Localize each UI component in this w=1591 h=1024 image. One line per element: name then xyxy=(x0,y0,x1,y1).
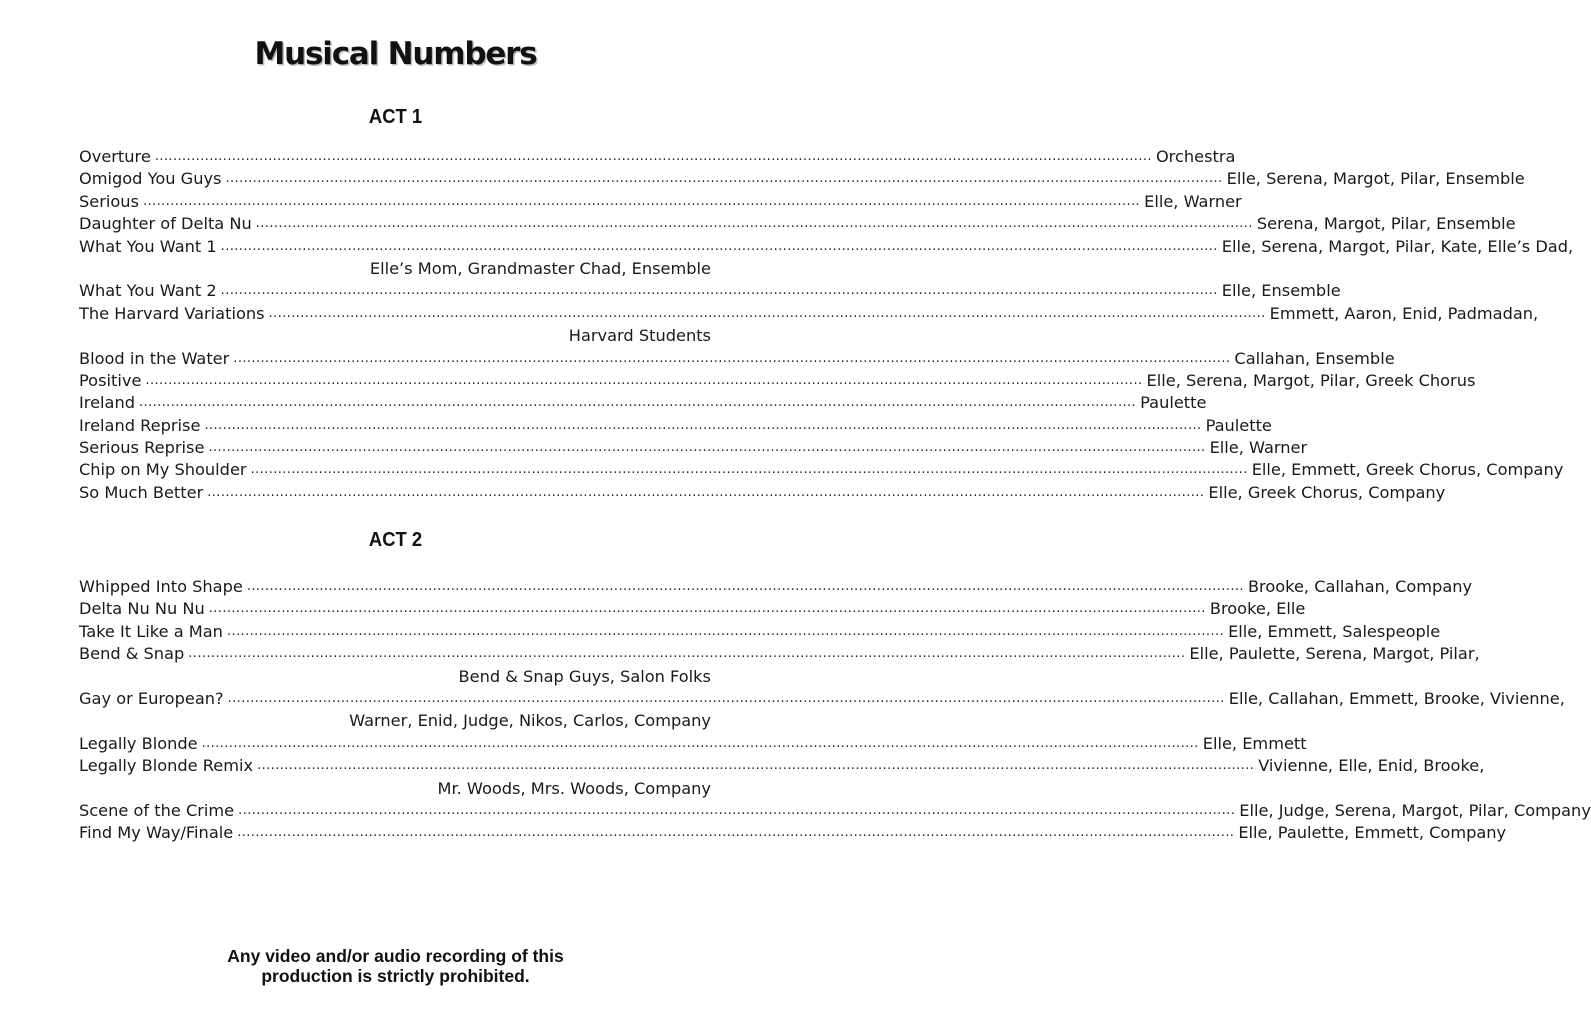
song-title: Bend & Snap xyxy=(79,644,185,664)
dot-leader: ............................................................................................................................................................................................................................ xyxy=(246,578,1244,594)
song-entry xyxy=(79,303,1539,325)
song-cast-continued: Elle’s Mom, Grandmaster Chad, Ensemble xyxy=(369,258,711,278)
song-title: Serious Reprise xyxy=(79,438,205,458)
song-cast: Serena, Margot, Pilar, Ensemble xyxy=(1256,214,1516,234)
song-title: Ireland Reprise xyxy=(79,415,201,435)
dot-leader: ............................................................................................................................................................................................................................ xyxy=(237,825,1235,841)
dot-leader: ............................................................................................................................................................................................................................ xyxy=(225,171,1223,187)
song-entry xyxy=(79,800,1591,822)
song-cast: Elle, Paulette, Serena, Margot, Pilar, xyxy=(1189,644,1480,664)
song-title: Delta Nu Nu Nu xyxy=(79,599,205,619)
song-cast: Elle, Emmett, Salespeople xyxy=(1228,621,1441,641)
song-title: Find My Way/Finale xyxy=(79,823,234,843)
recording-notice-line-2: production is strictly prohibited. xyxy=(261,966,530,986)
dot-leader: ............................................................................................................................................................................................................................ xyxy=(257,758,1255,774)
song-title: Omigod You Guys xyxy=(79,169,222,189)
song-title: Scene of the Crime xyxy=(79,800,235,820)
dot-leader: ............................................................................................................................................................................................................................ xyxy=(255,216,1253,232)
song-title: Ireland xyxy=(79,393,135,413)
song-title: Overture xyxy=(79,146,151,166)
song-entry xyxy=(79,643,1480,665)
dot-leader: ............................................................................................................................................................................................................................ xyxy=(207,484,1205,500)
song-entry xyxy=(79,348,1395,370)
song-cast: Orchestra xyxy=(1155,146,1236,166)
song-cast: Elle, Ensemble xyxy=(1221,281,1341,301)
song-cast: Elle, Emmett xyxy=(1202,733,1307,753)
act-1-heading: ACT 1 xyxy=(368,106,423,128)
song-entry xyxy=(79,168,1525,190)
song-cast-continued: Mr. Woods, Mrs. Woods, Company xyxy=(437,778,711,798)
song-cast-continued: Warner, Enid, Judge, Nikos, Carlos, Company xyxy=(349,711,711,731)
dot-leader: ............................................................................................................................................................................................................................ xyxy=(188,646,1186,662)
song-title: What You Want 1 xyxy=(79,236,217,256)
dot-leader: ............................................................................................................................................................................................................................ xyxy=(220,238,1218,254)
song-cast: Elle, Serena, Margot, Pilar, Kate, Elle’s Dad, xyxy=(1221,236,1574,256)
dot-leader: ............................................................................................................................................................................................................................ xyxy=(154,148,1152,164)
song-entry xyxy=(79,213,1516,235)
dot-leader: ............................................................................................................................................................................................................................ xyxy=(208,440,1206,456)
song-entry xyxy=(79,621,1441,643)
song-cast: Elle, Warner xyxy=(1144,191,1242,211)
song-entry xyxy=(79,482,1446,504)
song-title: The Harvard Variations xyxy=(79,303,265,323)
song-entry xyxy=(79,755,1485,777)
song-title: What You Want 2 xyxy=(79,281,217,301)
song-title: Legally Blonde Remix xyxy=(79,756,254,776)
dot-leader: ............................................................................................................................................................................................................................ xyxy=(204,417,1202,433)
dot-leader: ............................................................................................................................................................................................................................ xyxy=(138,395,1137,411)
dot-leader: ............................................................................................................................................................................................................................ xyxy=(145,372,1143,388)
act-2-song-list xyxy=(79,576,1591,845)
dot-leader: ............................................................................................................................................................................................................................ xyxy=(227,690,1225,706)
dot-leader: ............................................................................................................................................................................................................................ xyxy=(226,623,1225,639)
recording-notice-line-1: Any video and/or audio recording of this xyxy=(227,946,564,966)
song-entry xyxy=(79,598,1306,620)
song-cast: Elle, Callahan, Emmett, Brooke, Vivienne, xyxy=(1228,688,1565,708)
dot-leader: ............................................................................................................................................................................................................................ xyxy=(220,283,1218,299)
song-cast-continued: Harvard Students xyxy=(568,326,711,346)
song-entry xyxy=(79,392,1207,414)
song-cast: Elle, Paulette, Emmett, Company xyxy=(1238,823,1507,843)
song-cast: Brooke, Callahan, Company xyxy=(1247,576,1473,596)
song-cast: Elle, Serena, Margot, Pilar, Ensemble xyxy=(1226,169,1525,189)
dot-leader: ............................................................................................................................................................................................................................ xyxy=(208,601,1206,617)
song-entry xyxy=(79,191,1242,213)
dot-leader: ............................................................................................................................................................................................................................ xyxy=(233,350,1231,366)
song-cast: Elle, Serena, Margot, Pilar, Greek Chorus xyxy=(1146,370,1476,390)
song-cast: Paulette xyxy=(1205,415,1272,435)
song-title: Daughter of Delta Nu xyxy=(79,214,252,234)
song-title: Serious xyxy=(79,191,139,211)
song-cast: Callahan, Ensemble xyxy=(1234,348,1395,368)
dot-leader: ............................................................................................................................................................................................................................ xyxy=(250,462,1248,478)
song-title: Legally Blonde xyxy=(79,733,198,753)
song-cast: Emmett, Aaron, Enid, Padmadan, xyxy=(1269,303,1539,323)
song-entry xyxy=(79,415,1272,437)
song-cast: Paulette xyxy=(1140,393,1207,413)
song-title: Blood in the Water xyxy=(79,348,230,368)
song-cast: Elle, Warner xyxy=(1209,438,1308,458)
song-entry xyxy=(79,822,1507,844)
song-title: Chip on My Shoulder xyxy=(79,460,247,480)
page-title: Musical Numbers xyxy=(254,36,537,72)
song-title: Whipped Into Shape xyxy=(79,576,243,596)
song-cast: Brooke, Elle xyxy=(1209,599,1306,619)
dot-leader: ............................................................................................................................................................................................................................ xyxy=(142,193,1141,209)
song-cast: Vivienne, Elle, Enid, Brooke, xyxy=(1258,756,1485,776)
song-entry xyxy=(79,688,1565,710)
song-entry xyxy=(79,437,1308,459)
act-2-heading: ACT 2 xyxy=(368,529,423,551)
song-title: Gay or European? xyxy=(79,688,224,708)
song-cast-continued: Bend & Snap Guys, Salon Folks xyxy=(458,666,711,686)
song-entry xyxy=(79,459,1564,481)
song-cast: Elle, Emmett, Greek Chorus, Company xyxy=(1251,460,1564,480)
dot-leader: ............................................................................................................................................................................................................................ xyxy=(201,735,1199,751)
act-1-song-list xyxy=(79,146,1574,504)
song-title: Positive xyxy=(79,370,142,390)
song-entry xyxy=(79,733,1307,755)
song-entry xyxy=(79,576,1473,598)
song-title: So Much Better xyxy=(79,482,204,502)
recording-notice xyxy=(0,946,791,986)
song-cast: Elle, Judge, Serena, Margot, Pilar, Company xyxy=(1239,800,1591,820)
song-cast: Elle, Greek Chorus, Company xyxy=(1208,482,1446,502)
song-entry xyxy=(79,280,1341,302)
song-title: Take It Like a Man xyxy=(79,621,223,641)
song-entry xyxy=(79,146,1236,168)
song-entry xyxy=(79,236,1574,258)
dot-leader: ............................................................................................................................................................................................................................ xyxy=(268,305,1266,321)
dot-leader: ............................................................................................................................................................................................................................ xyxy=(238,802,1236,818)
song-entry xyxy=(79,370,1476,392)
